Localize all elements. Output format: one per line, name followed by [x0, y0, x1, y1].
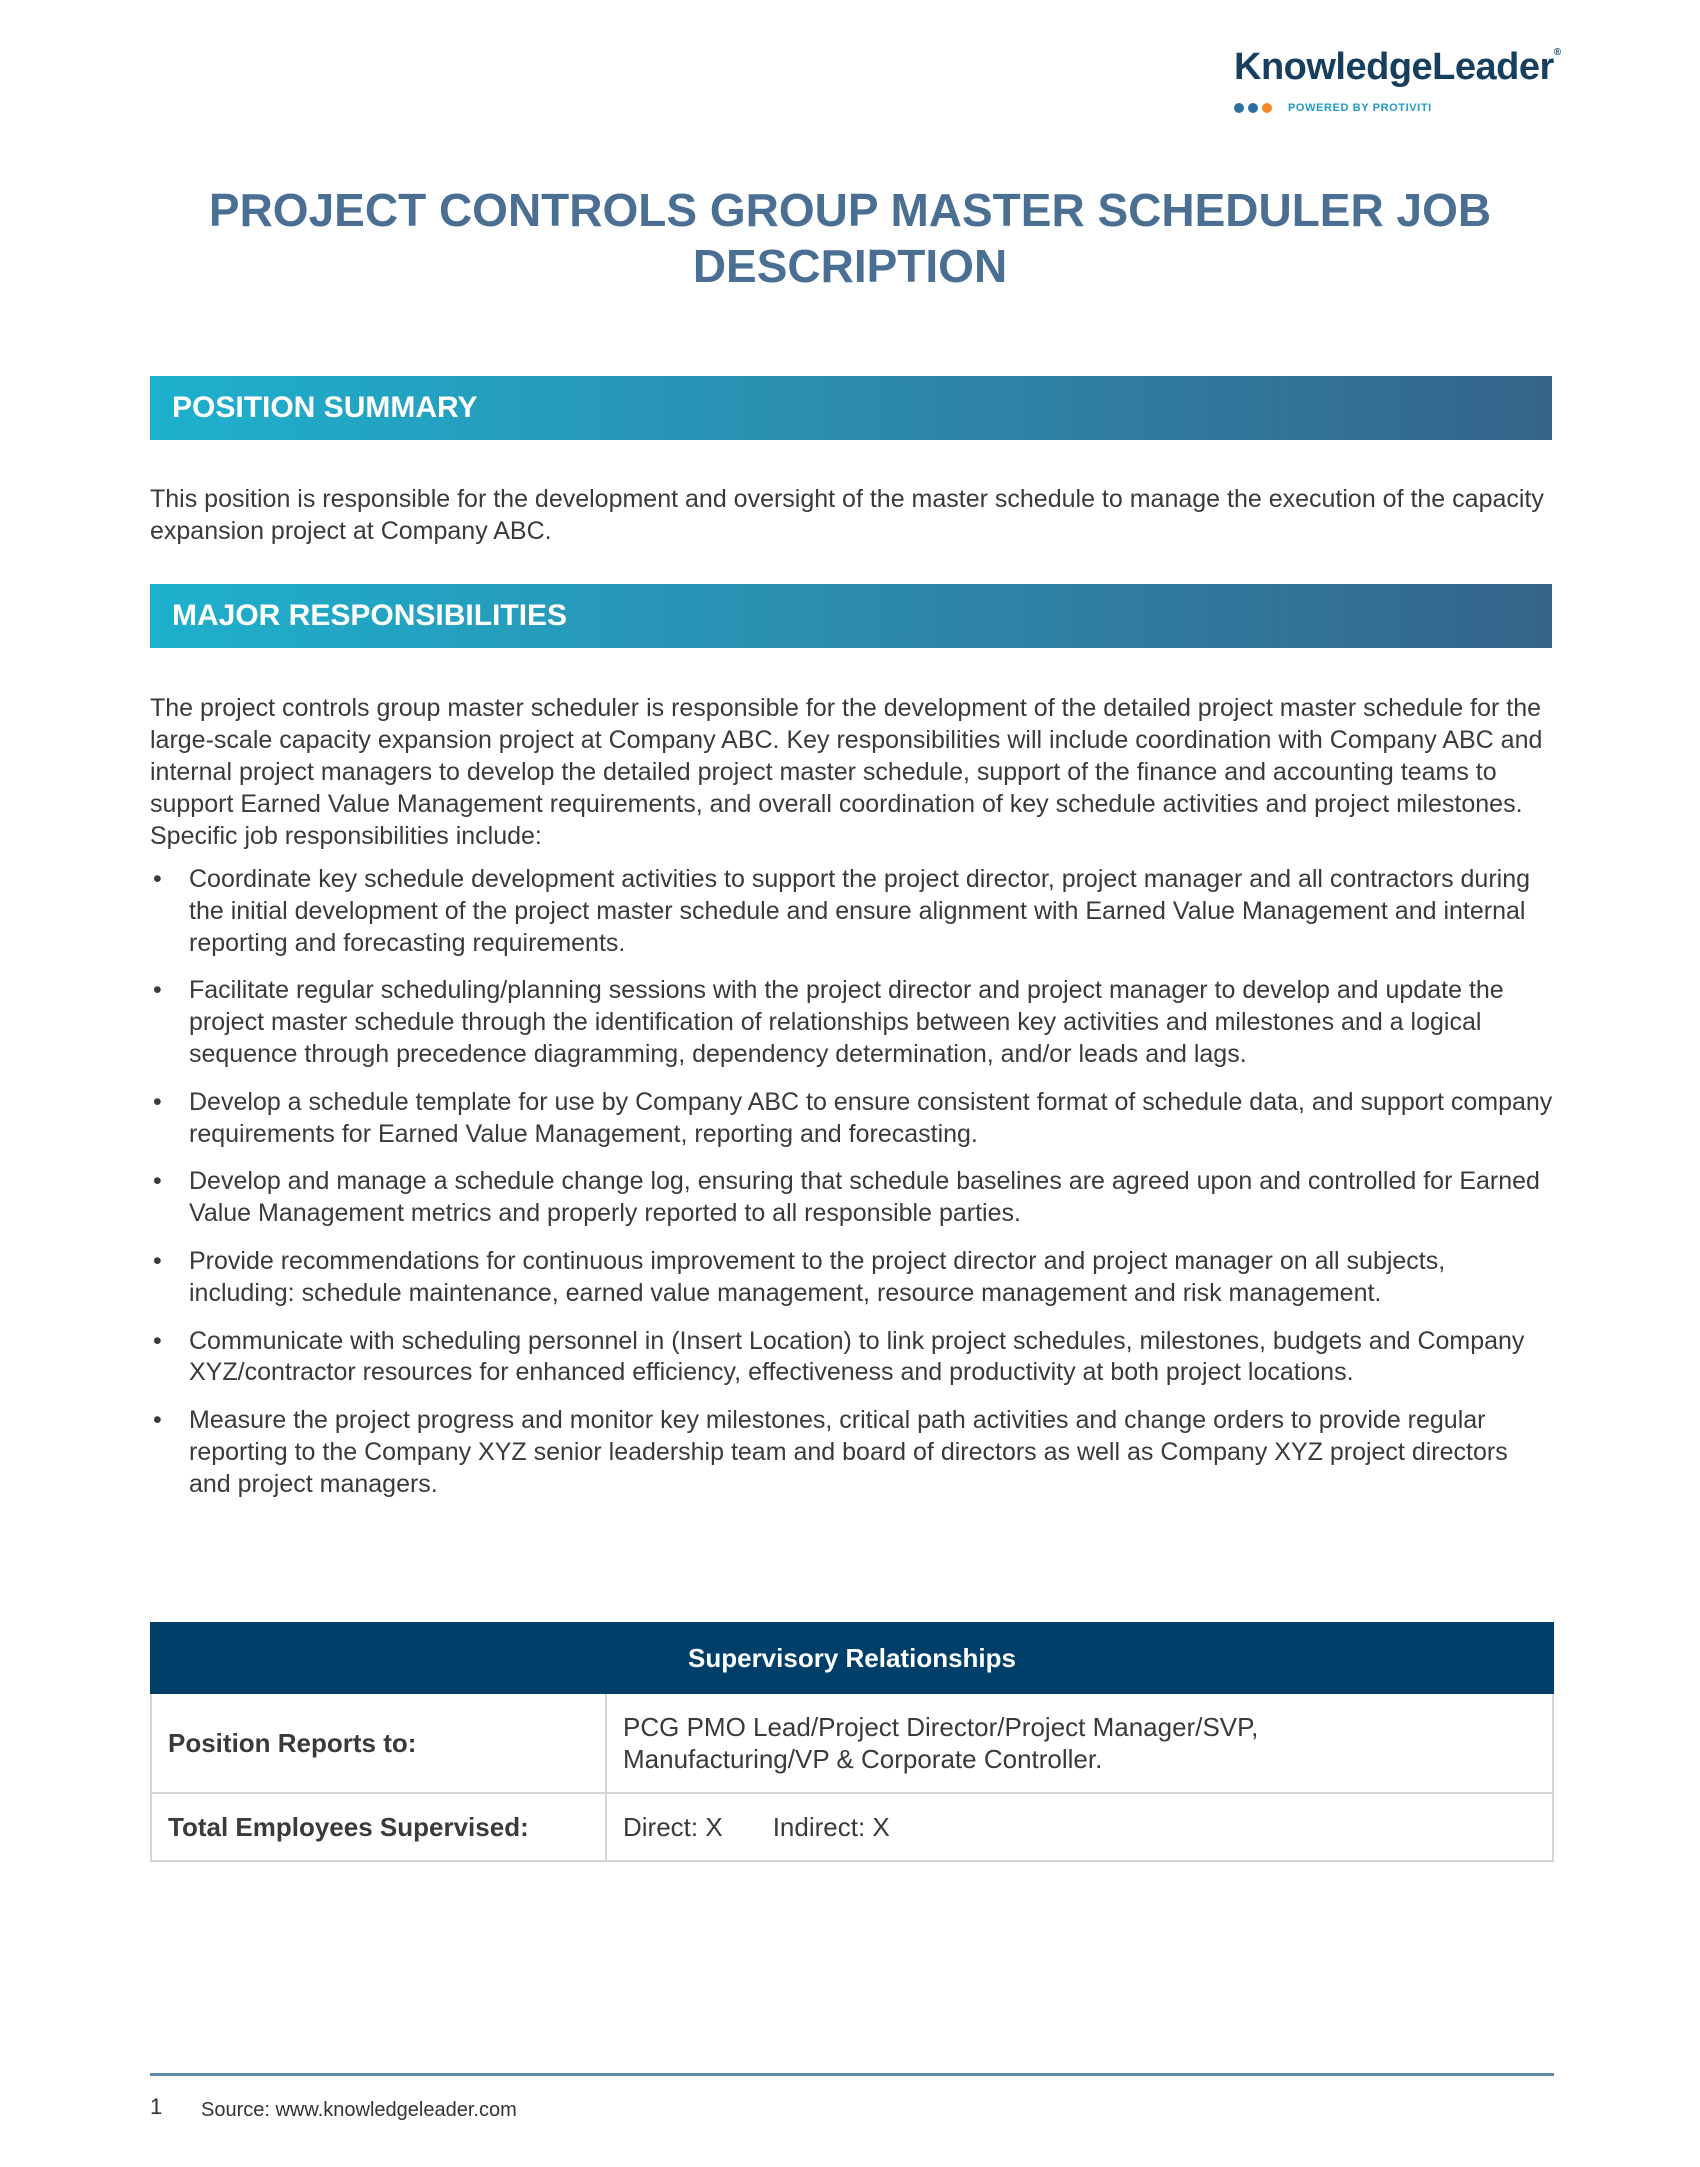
- reports-to-label: Position Reports to:: [151, 1693, 606, 1793]
- list-item: • Develop and manage a schedule change log, ensuring that schedule baselines are agreed upon and controlled for Earned Value Management metrics and properly reported to all responsible parties.: [150, 1166, 1555, 1230]
- logo-wordmark: KnowledgeLeader: [1234, 46, 1554, 88]
- logo-dot-icon: [1248, 103, 1258, 113]
- page-number: 1: [150, 2094, 163, 2119]
- list-item: • Measure the project progress and monitor key milestones, critical path activities and change orders to provide regular reporting to the Company XYZ senior leadership team and board of directors as well as Company XYZ project directors and project managers.: [150, 1405, 1555, 1500]
- position-summary-text: This position is responsible for the development and oversight of the master schedule to manage the execution of the capacity expansion project at Company ABC.: [150, 485, 1544, 545]
- list-item: • Develop a schedule template for use by Company ABC to ensure consistent format of schedule data, and support company requirements for Earned Value Management, reporting and forecasting.: [150, 1087, 1555, 1151]
- table-row: [151, 1693, 1553, 1793]
- list-item: • Facilitate regular scheduling/planning sessions with the project director and project manager to develop and update the project master schedule through the identification of relationships between key activities and milestones and a logical sequence through precedence diagramming, dependency determination, and/or leads and lags.: [150, 975, 1555, 1070]
- table-header: Supervisory Relationships: [151, 1623, 1553, 1693]
- table-header-row: [151, 1623, 1553, 1693]
- logo-registered-mark: ®: [1553, 47, 1561, 58]
- indirect-count: Indirect: X: [772, 1812, 890, 1842]
- responsibilities-list: [150, 864, 1555, 1517]
- list-item: • Communicate with scheduling personnel in (Insert Location) to link project schedules, milestones, budgets and Company XYZ/contractor resources for enhanced efficiency, effectiveness and productivity at both project locations.: [150, 1326, 1555, 1390]
- employees-supervised-value: [606, 1793, 1553, 1861]
- employees-supervised-label: Total Employees Supervised:: [151, 1793, 606, 1861]
- document-title: PROJECT CONTROLS GROUP MASTER SCHEDULER JOB DESCRIPTION: [208, 184, 1492, 292]
- section-header-major-responsibilities: MAJOR RESPONSIBILITIES: [150, 584, 1552, 648]
- reports-to-value: [606, 1693, 1553, 1793]
- table-row: [151, 1793, 1553, 1861]
- knowledgeleader-logo: [1234, 46, 1561, 128]
- logo-dot-icon: [1234, 103, 1244, 113]
- list-item: • Coordinate key schedule development activities to support the project director, project manager and all contractors during the initial development of the project master schedule and ensure alignment with Earned Value Management and internal reporting and forecasting requirements.: [150, 864, 1555, 959]
- list-item: • Provide recommendations for continuous improvement to the project director and project manager on all subjects, including: schedule maintenance, earned value management, resource management and risk management.: [150, 1246, 1555, 1310]
- logo-tagline: [1234, 100, 1432, 116]
- reports-to-value-line: PCG PMO Lead/Project Director/Project Manager/SVP,: [623, 1712, 1259, 1742]
- logo-dot-icon: [1262, 103, 1272, 113]
- logo-powered-by: POWERED BY PROTIVITI: [1288, 102, 1432, 114]
- responsibilities-intro-text: The project controls group master scheduler is responsible for the development of the detailed project master schedule for the large-scale capacity expansion project at Company ABC. Key responsibilities will include coordination with Company ABC and internal project managers to develop the detailed project master schedule, support of the finance and accounting teams to support Earned Value Management requirements, and overall coordination of key schedule activities and project milestones. Specific job responsibilities include:: [150, 694, 1543, 850]
- footer-source: Source: www.knowledgeleader.com: [201, 2099, 517, 2121]
- direct-count: Direct: X: [623, 1812, 723, 1842]
- reports-to-value-line: Manufacturing/VP & Corporate Controller.: [623, 1744, 1103, 1774]
- footer-divider: [150, 2073, 1554, 2076]
- section-header-position-summary: POSITION SUMMARY: [150, 376, 1552, 440]
- supervisory-relationships-table: [150, 1622, 1554, 1862]
